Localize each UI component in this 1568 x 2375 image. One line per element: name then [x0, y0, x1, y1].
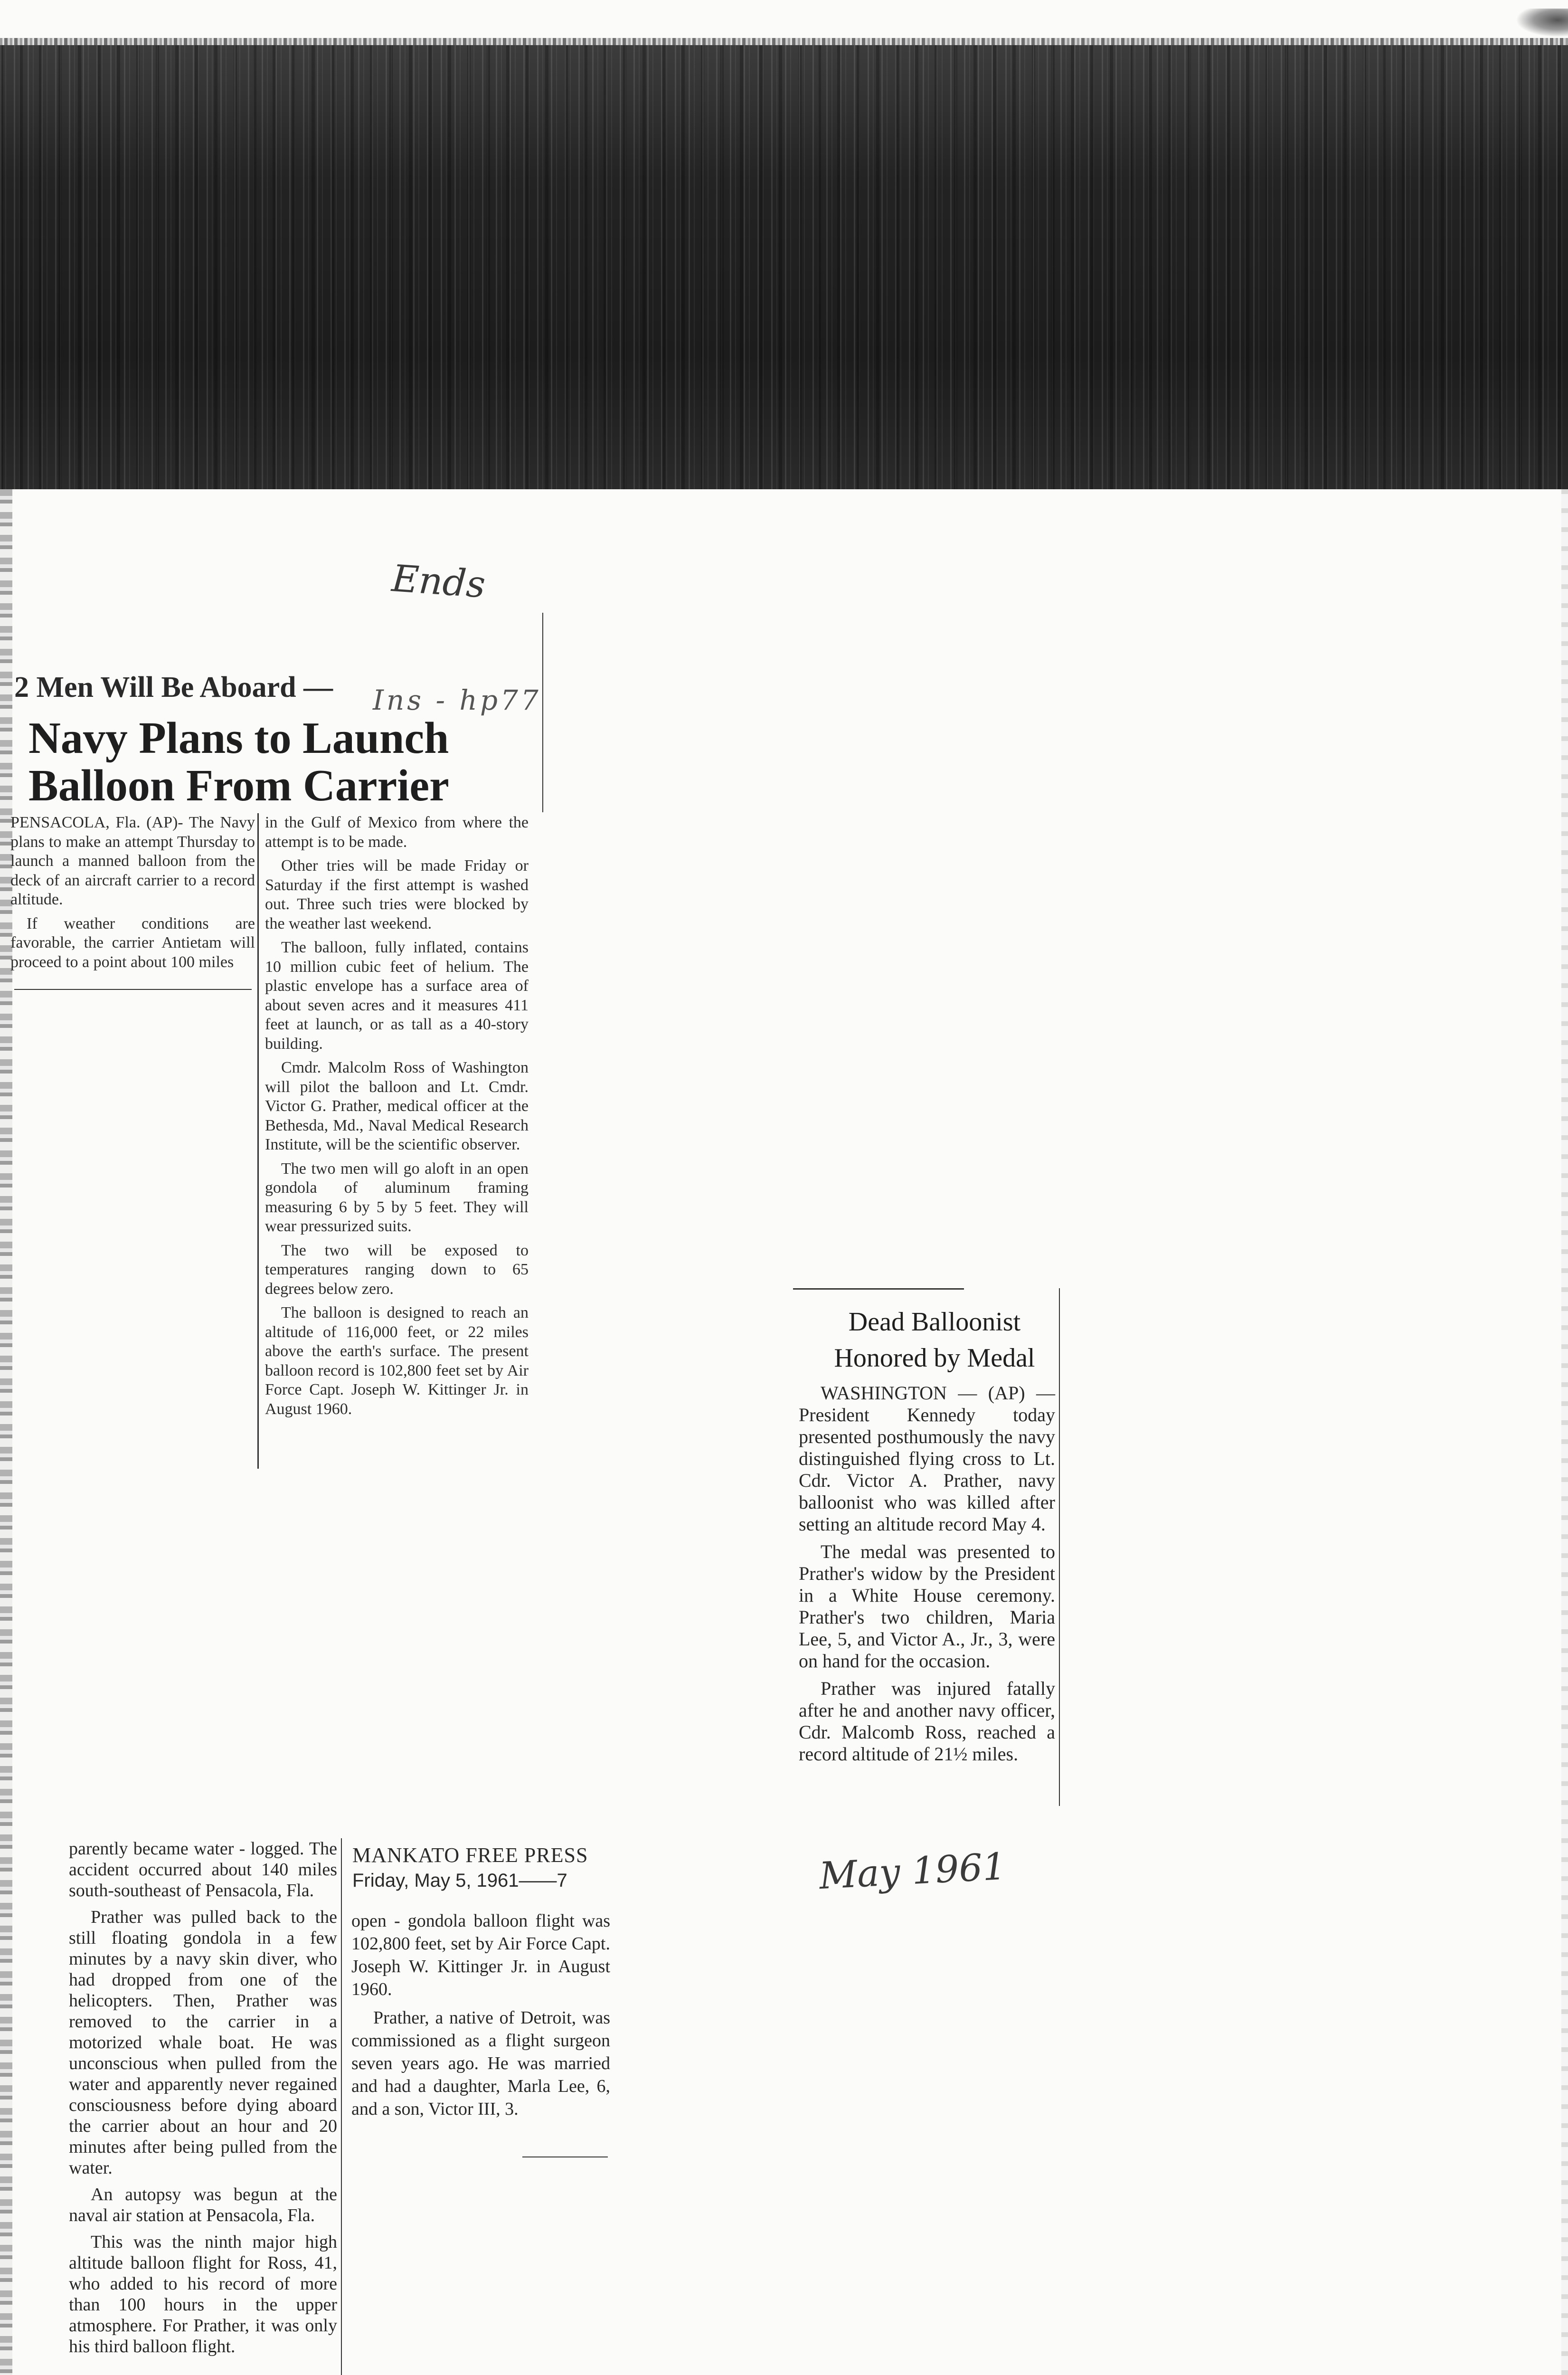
navy-article-column-2 [265, 813, 529, 1424]
paragraph: The balloon, fully inflated, contains 10 million cubic feet of helium. The plastic envelope has a surface area of about seven acres and it measures 411 feet at launch, or as tall as a 40-story building. [265, 939, 529, 1053]
continued-article-body [69, 1838, 337, 2363]
paragraph: Prather, a native of Detroit, was commissioned as a flight surgeon seven years ago. He was married and had a daughter, Marla Lee, 6, and a son, Victor III, 3. [351, 2008, 610, 2119]
scan-left-edge [0, 489, 12, 2375]
paragraph: Cmdr. Malcolm Ross of Washington will pilot the balloon and Lt. Cmdr. Victor G. Prather, medical officer at the Bethesda, Md., Naval Medical Research Institute, will be the scientific observer. [265, 1059, 529, 1153]
navy-article-column-1 [10, 813, 255, 977]
paragraph: WASHINGTON — (AP) — President Kennedy today presented posthumously the navy distinguished flying cross to Lt. Cdr. Victor A. Prather, navy balloonist who was killed after setting an altitude record May 4. [799, 1382, 1055, 1535]
paragraph: Other tries will be made Friday or Saturday if the first attempt is washed out. Three such tries were blocked by the weather last weekend. [265, 857, 529, 932]
dead-balloonist-body [799, 1382, 1055, 1771]
clipping-right-rule [1059, 1288, 1060, 1806]
paragraph: parently became water - logged. The accident occurred about 140 miles south-southeast of Pensacola, Fla. [69, 1839, 337, 1900]
scan-dark-band [0, 45, 1568, 489]
headline-line-2: Honored by Medal [834, 1343, 1035, 1373]
paragraph: The medal was presented to Prather's widow by the President in a White House ceremony. Prather's two children, Maria Lee, 5, and Victor A., Jr., 3, were on hand for the occasion. [799, 1541, 1055, 1672]
continued-article-right-rule [341, 1838, 342, 2375]
paragraph: in the Gulf of Mexico from where the attempt is to be made. [265, 814, 529, 851]
mankato-article-body [351, 1910, 610, 2126]
navy-article-headline: Navy Plans to Launch Balloon From Carrier [28, 713, 449, 810]
column-right-rule [542, 613, 543, 812]
scan-right-edge [1561, 489, 1568, 2375]
handwritten-note-top: Ends [390, 557, 487, 607]
dead-balloonist-headline [802, 1304, 1067, 1376]
mankato-end-rule [522, 2156, 608, 2157]
paragraph: The balloon is designed to reach an altitude of 116,000 feet, or 22 miles above the earth's surface. The present balloon record is 102,800 feet set by Air Force Capt. Joseph W. Kittinger Jr. in August 1960. [265, 1304, 529, 1418]
paragraph: Prather was injured fatally after he and another navy officer, Cdr. Malcomb Ross, reached a record altitude of 21½ miles. [799, 1678, 1055, 1765]
handwritten-date-note: May 1961 [818, 1845, 1007, 1898]
paragraph: open - gondola balloon flight was 102,800 feet, set by Air Force Capt. Joseph W. Kittinger Jr. in August 1960. [351, 1911, 610, 1999]
paragraph: The two men will go aloft in an open gondola of aluminum framing measuring 6 by 5 by 5 feet. They will wear pressurized suits. [265, 1159, 529, 1235]
clipping-top-rule [793, 1288, 964, 1290]
paragraph: If weather conditions are favorable, the carrier Antietam will proceed to a point about 100 miles [10, 914, 255, 971]
column-divider [257, 813, 259, 1469]
newspaper-date-line: Friday, May 5, 1961——7 [352, 1870, 567, 1891]
navy-article-kicker: 2 Men Will Be Aboard — [14, 671, 333, 703]
paragraph: Prather was pulled back to the still floating gondola in a few minutes by a navy skin diver, who had dropped from one of the helicopters. Then, Prather was removed to the carrier in a motorized whale boat. He was unconscious when pulled from the water and apparently never regained consciousness before dying aboard the carrier about an hour and 20 minutes after being pulled from the water. [69, 1907, 337, 2178]
newspaper-name: MANKATO FREE PRESS [352, 1843, 588, 1867]
paragraph: The two will be exposed to temperatures ranging down to 65 degrees below zero. [265, 1241, 529, 1298]
column-end-rule [14, 989, 252, 990]
newspaper-masthead [352, 1843, 618, 1891]
headline-line-1: Dead Balloonist [848, 1307, 1021, 1337]
paragraph: An autopsy was begun at the naval air station at Pensacola, Fla. [69, 2185, 337, 2225]
scan-corner-smudge [1516, 9, 1568, 37]
handwritten-note-slug: Ins - hp77 [373, 684, 541, 716]
paragraph: This was the ninth major high altitude balloon flight for Ross, 41, who added to his record of more than 100 hours in the upper atmosphere. For Prather, it was only his third balloon flight. [69, 2232, 337, 2356]
paragraph: PENSACOLA, Fla. (AP)- The Navy plans to make an attempt Thursday to launch a manned balloon from the deck of an aircraft carrier to a record altitude. [10, 814, 255, 908]
